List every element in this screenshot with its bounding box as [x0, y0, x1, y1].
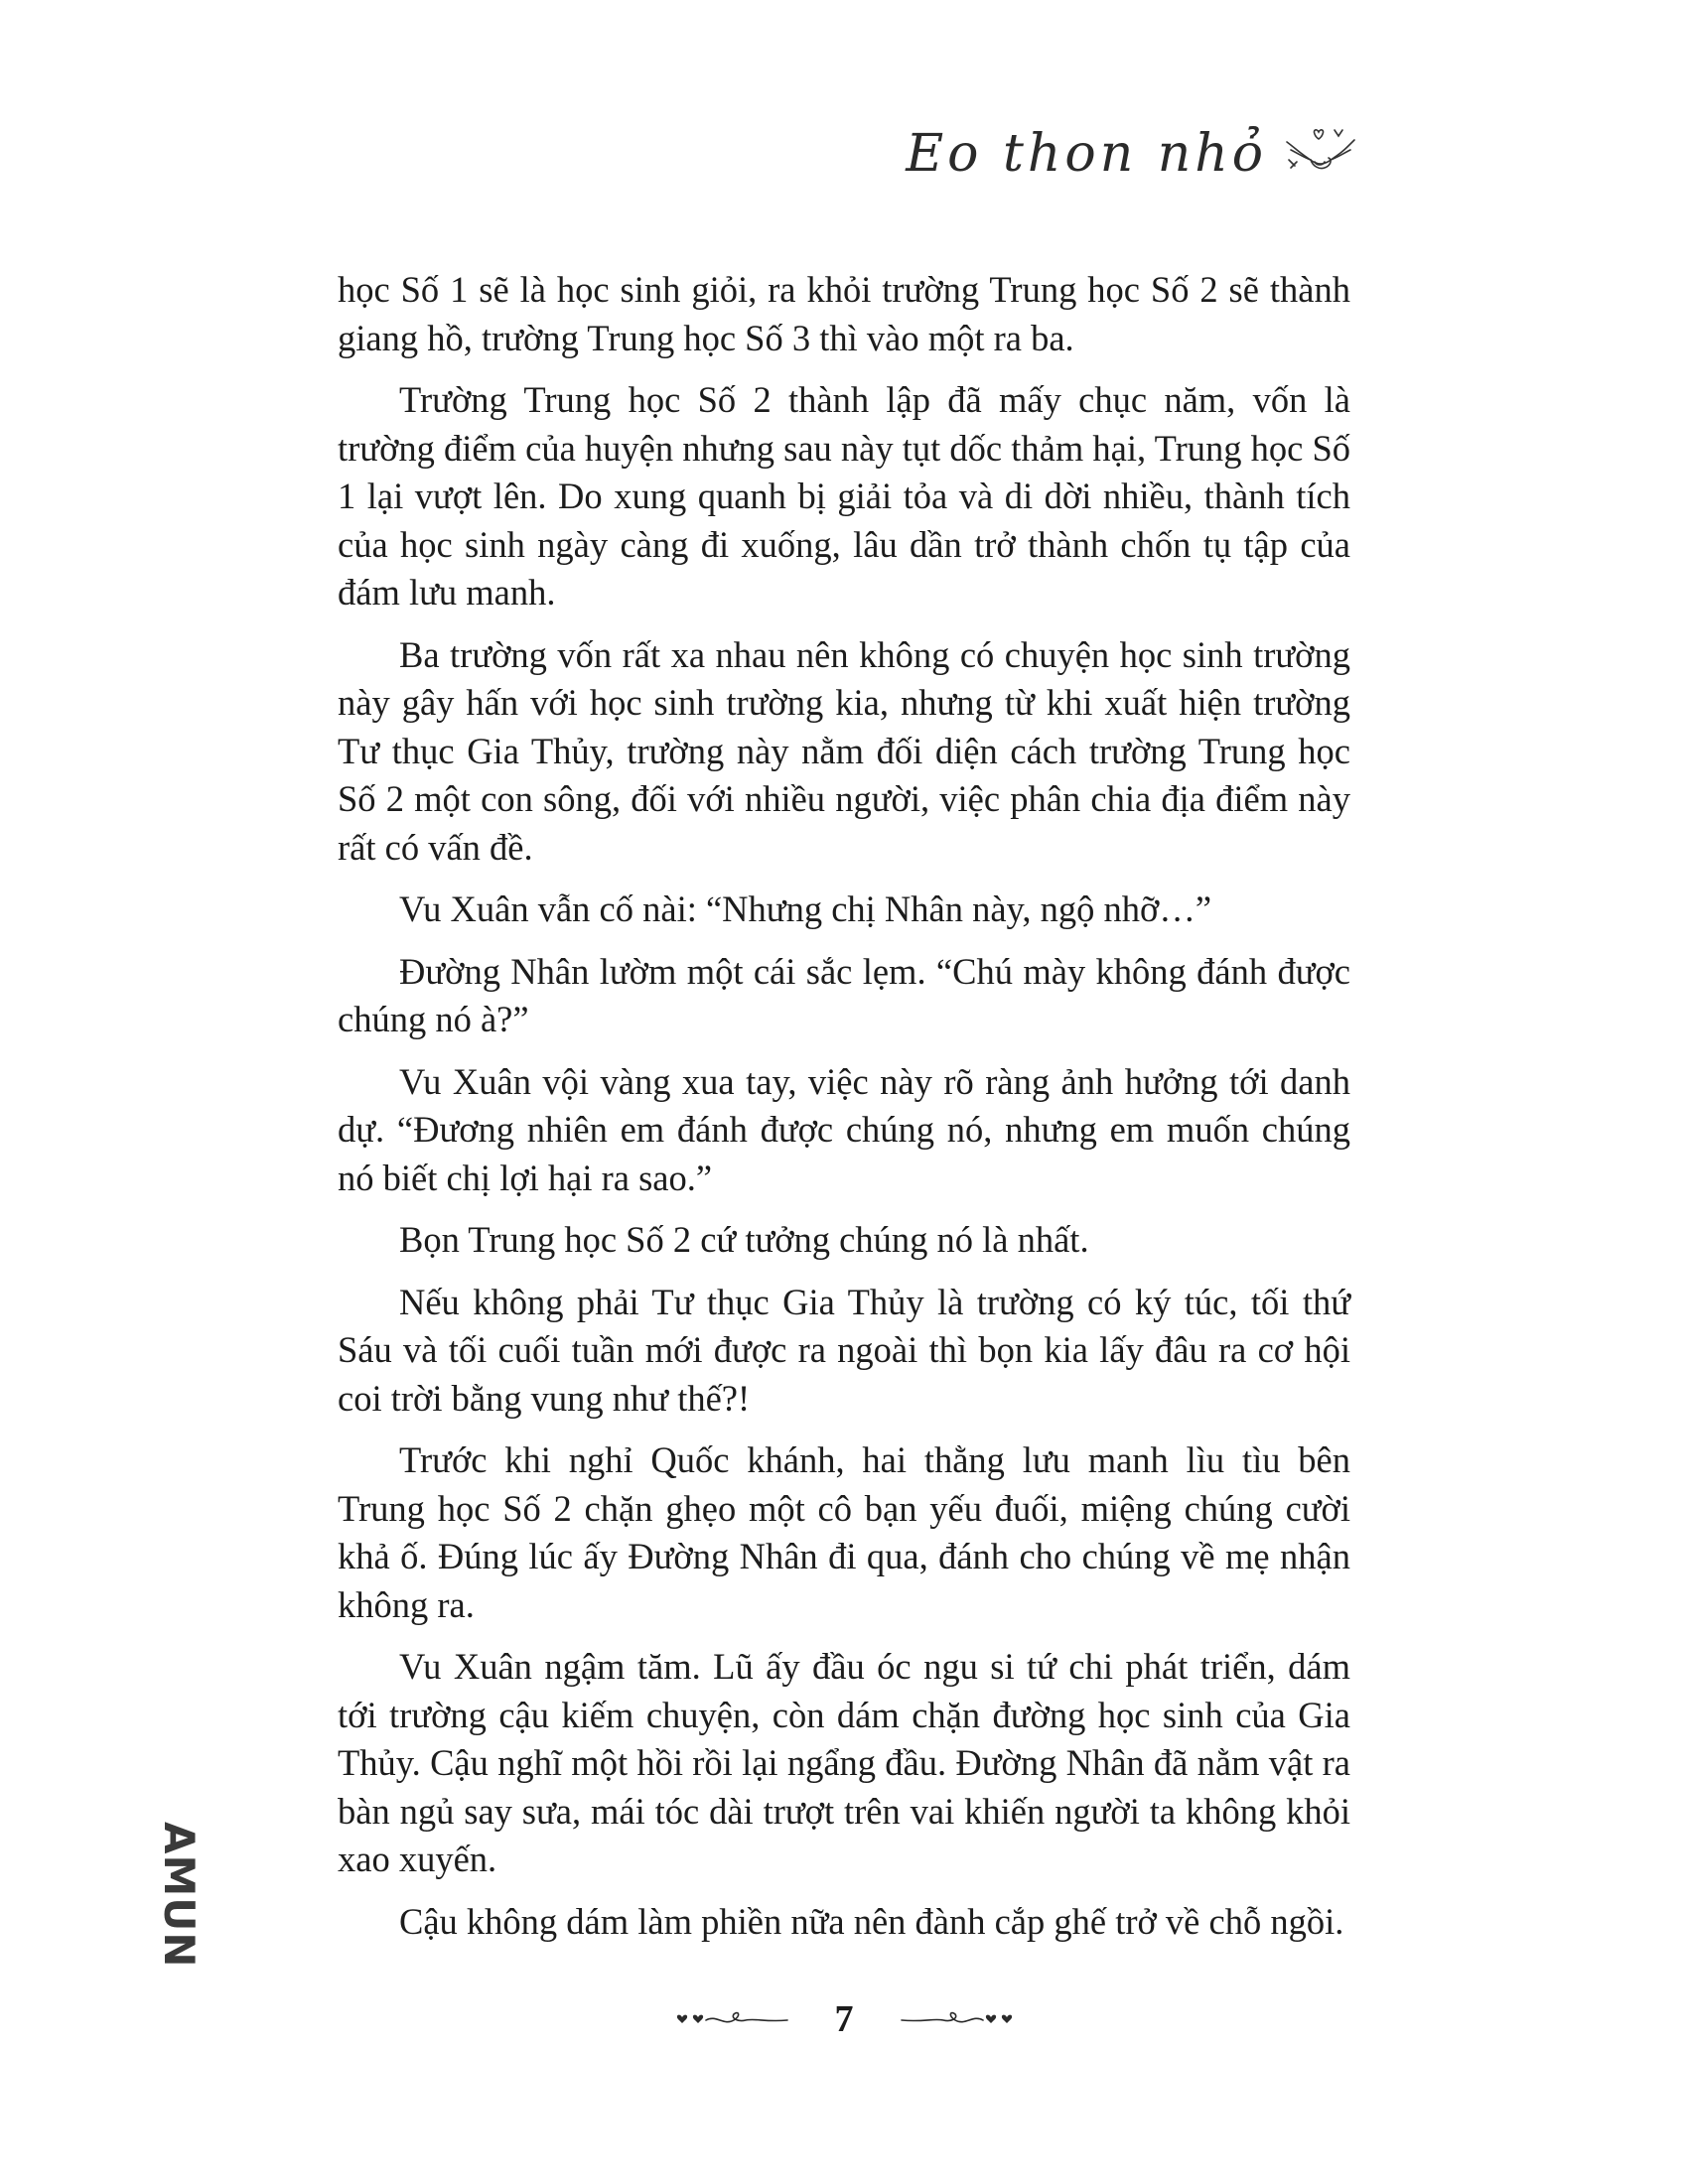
paragraph: Trường Trung học Số 2 thành lập đã mấy chục năm, vốn là trường điểm của huyện nhưng sau này tụt dốc thảm hại, Trung học Số 1 lại vượt lên. Do xung quanh bị giải tỏa và di dời nhiều, thành tích của học sinh ngày càng đi xuống, lâu dần trở thành chốn tụ tập của đám lưu manh.: [338, 379, 1350, 613]
running-header: [906, 124, 1360, 184]
holding-hands-icon: [1281, 126, 1360, 182]
page-number: 7: [834, 1998, 854, 2040]
body-text: [338, 266, 1350, 1960]
paragraph: Đường Nhân lườm một cái sắc lẹm. “Chú mày không đánh được chúng nó à?”: [338, 950, 1350, 1039]
paragraph: Cậu không dám làm phiền nữa nên đành cắp ghế trở về chỗ ngồi.: [399, 1900, 1344, 1942]
paragraph: Trước khi nghỉ Quốc khánh, hai thằng lưu manh lìu tìu bên Trung học Số 2 chặn ghẹo một cô bạn yếu đuối, miệng chúng cười khả ố. Đúng lúc ấy Đường Nhân đi qua, đánh cho chúng về mẹ nhận không ra.: [338, 1439, 1350, 1625]
heart-flourish-right-icon: [894, 2004, 1013, 2034]
page-footer: [0, 1997, 1688, 2041]
paragraph: Ba trường vốn rất xa nhau nên không có chuyện học sinh trường này gây hấn với học sinh trường kia, nhưng từ khi xuất hiện trường Tư thục Gia Thủy, trường này nằm đối diện cách trường Trung học Số 2 một con sông, đối với nhiều người, việc phân chia địa điểm này rất có vấn đề.: [338, 633, 1350, 868]
heart-flourish-left-icon: [676, 2004, 795, 2034]
paragraph: Vu Xuân vẫn cố nài: “Nhưng chị Nhân này, ngộ nhỡ…”: [399, 888, 1212, 929]
paragraph: Vu Xuân vội vàng xua tay, việc này rõ ràng ảnh hưởng tới danh dự. “Đương nhiên em đánh được chúng nó, nhưng em muốn chúng nó biết chị lợi hại ra sao.”: [338, 1060, 1350, 1198]
paragraph: học Số 1 sẽ là học sinh giỏi, ra khỏi trường Trung học Số 2 sẽ thành giang hồ, trường Trung học Số 3 thì vào một ra ba.: [338, 269, 1350, 358]
paragraph: Nếu không phải Tư thục Gia Thủy là trường có ký túc, tối thứ Sáu và tối cuối tuần mới được ra ngoài thì bọn kia lấy đâu ra cơ hội coi trời bằng vung như thế?!: [338, 1281, 1350, 1419]
book-title: Eo thon nhỏ: [906, 124, 1267, 184]
paragraph: Bọn Trung học Số 2 cứ tưởng chúng nó là nhất.: [399, 1219, 1089, 1260]
publisher-logo: AMUN: [155, 1822, 204, 1969]
paragraph: Vu Xuân ngậm tăm. Lũ ấy đầu óc ngu si tứ chi phát triển, dám tới trường cậu kiếm chuyện, còn dám chặn đường học sinh của Gia Thủy. Cậu nghĩ một hồi rồi lại ngẩng đầu. Đường Nhân đã nằm vật ra bàn ngủ say sưa, mái tóc dài trượt trên vai khiến người ta không khỏi xao xuyến.: [338, 1646, 1350, 1879]
